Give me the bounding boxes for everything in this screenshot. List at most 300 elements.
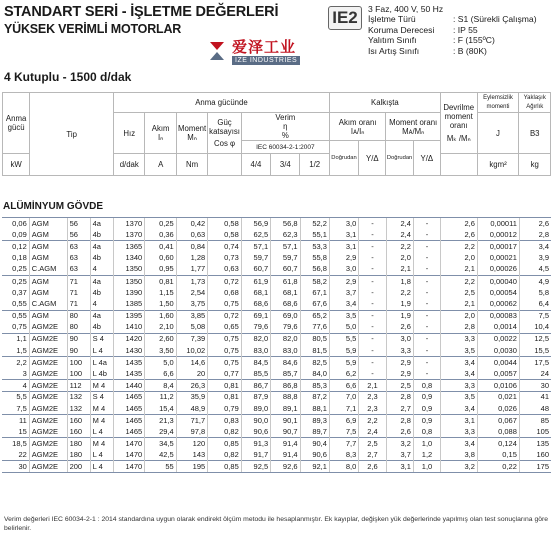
cell-cosphi: 0,85 <box>208 438 242 450</box>
cell-ma-direct: 3,0 <box>386 333 413 345</box>
cell-speed: 1390 <box>113 287 144 299</box>
cell-ma-direct: 2,7 <box>386 403 413 415</box>
cell-speed: 1430 <box>113 345 144 357</box>
hdr-v34: 3/4 <box>271 154 300 176</box>
hdr-akim-label: Akım <box>151 124 170 133</box>
cell-ia-yd: - <box>359 218 386 230</box>
cell-weight: 17,5 <box>519 357 551 369</box>
section-title: ALÜMİNYUM GÖVDE <box>3 201 103 212</box>
cell-weight: 2,8 <box>519 229 551 241</box>
cell-inertia: 0,00026 <box>477 264 519 276</box>
table-row <box>2 333 551 345</box>
cell-build: S 4 <box>90 391 113 403</box>
cell-torque: 0,84 <box>176 241 207 253</box>
cell-inertia: 0,00083 <box>477 310 519 322</box>
cell-ia-direct: 6,2 <box>329 368 358 380</box>
hdr-cos: Cos φ <box>214 139 236 148</box>
hdr-ma-mn: Mᴀ/Mₙ <box>402 126 425 136</box>
cell-type: AGM2E <box>29 426 67 438</box>
cell-build: 4a <box>90 218 113 230</box>
cell-current: 1,60 <box>145 310 176 322</box>
cell-ma-yd: - <box>413 368 440 380</box>
cell-type: AGM <box>29 310 67 322</box>
cell-ma-yd: 1,2 <box>413 449 440 461</box>
cell-cosphi: 0,72 <box>208 275 242 287</box>
cell-ma-yd: - <box>413 299 440 311</box>
table-header <box>2 92 551 176</box>
hdr-unit-mk <box>440 154 477 176</box>
cell-eff-34: 68,6 <box>271 299 300 311</box>
cell-ma-yd: 1,0 <box>413 438 440 450</box>
cell-torque: 3,75 <box>176 299 207 311</box>
cell-frame: 90 <box>67 333 90 345</box>
cell-eff-12: 65,2 <box>300 310 329 322</box>
table-row <box>2 415 551 427</box>
cell-ia-direct: 2,9 <box>329 252 358 264</box>
cell-power: 3 <box>22 368 27 378</box>
cell-speed: 1465 <box>113 415 144 427</box>
cell-ma-yd: 0,9 <box>413 403 440 415</box>
cell-eff-12: 90,4 <box>300 438 329 450</box>
cell-ia-direct: 3,0 <box>329 264 358 276</box>
cell-frame: 160 <box>67 415 90 427</box>
hdr-moment-sym: Mₙ <box>187 133 197 142</box>
cell-weight: 15,5 <box>519 345 551 357</box>
cell-weight: 135 <box>519 438 551 450</box>
cell-type: AGM <box>29 275 67 287</box>
cell-weight: 3,9 <box>519 252 551 264</box>
cell-ia-direct: 6,6 <box>329 380 358 392</box>
cell-ma-direct: 2,5 <box>386 380 413 392</box>
logo-mark-icon <box>206 38 228 64</box>
cell-power: 0,18 <box>12 253 27 263</box>
table-row <box>2 403 551 415</box>
cell-inertia: 0,0106 <box>477 380 519 392</box>
cell-eff-34: 90,7 <box>271 426 300 438</box>
cell-torque: 1,28 <box>176 252 207 264</box>
table-row <box>2 449 551 461</box>
hdr-yd1: Y/Δ <box>359 141 386 176</box>
cell-frame: 112 <box>67 380 90 392</box>
cell-current: 5,0 <box>145 357 176 369</box>
cell-build: 4 <box>90 299 113 311</box>
cell-current: 1,50 <box>145 299 176 311</box>
cell-ma-yd: 1,0 <box>413 461 440 473</box>
spec-row <box>368 35 537 45</box>
cell-mk-mn: 3,3 <box>441 380 478 392</box>
cell-speed: 1410 <box>113 322 144 334</box>
cell-ma-yd: 0,8 <box>413 426 440 438</box>
cell-inertia: 0,22 <box>477 461 519 473</box>
cell-eff-34: 62,3 <box>271 229 300 241</box>
cell-mk-mn: 2,1 <box>441 299 478 311</box>
table-row <box>2 357 551 369</box>
hdr-anma-gucunde: Anma gücünde <box>114 93 330 113</box>
cell-inertia: 0,00054 <box>477 287 519 299</box>
logo-text-en: IZE INDUSTRIES <box>232 56 300 65</box>
cell-ia-direct: 3,7 <box>329 287 358 299</box>
cell-frame: 132 <box>67 403 90 415</box>
cell-ma-yd: - <box>413 357 440 369</box>
cell-power: 0,06 <box>2 218 29 230</box>
cell-mk-mn: 3,1 <box>441 415 478 427</box>
hdr-akim <box>145 113 176 154</box>
cell-eff-12: 89,3 <box>300 415 329 427</box>
hdr-b3: B3 <box>519 113 551 154</box>
cell-type: AGM2E <box>29 461 67 473</box>
cell-ma-yd: - <box>413 333 440 345</box>
cell-build: 4b <box>90 252 113 264</box>
hdr-devrilme-label: Devrilme moment oranı <box>443 103 475 130</box>
spec-value: : B (80K) <box>453 45 487 56</box>
cell-ia-yd: - <box>359 252 386 264</box>
cell-cosphi: 0,83 <box>208 415 242 427</box>
cell-eff-12: 82,5 <box>300 357 329 369</box>
cell-eff-12: 58,2 <box>300 275 329 287</box>
cell-current: 1,15 <box>145 287 176 299</box>
cell-eff-34: 59,7 <box>271 252 300 264</box>
cell-type: AGM2E <box>29 357 67 369</box>
cell-frame: 71 <box>67 299 90 311</box>
cell-ma-yd: - <box>413 287 440 299</box>
cell-mk-mn: 2,0 <box>441 310 478 322</box>
cell-eff-12: 87,2 <box>300 391 329 403</box>
cell-frame: 80 <box>67 322 90 334</box>
cell-build: L 4b <box>90 368 113 380</box>
table-row <box>2 287 551 299</box>
cell-mk-mn: 3,8 <box>441 449 478 461</box>
cell-ia-direct: 5,9 <box>329 345 358 357</box>
cell-torque: 195 <box>176 461 207 473</box>
cell-ma-direct: 2,6 <box>386 322 413 334</box>
cell-eff-34: 61,8 <box>271 275 300 287</box>
cell-inertia: 0,088 <box>477 426 519 438</box>
cell-build: L 4 <box>90 426 113 438</box>
cell-power: 0,12 <box>2 241 29 253</box>
cell-eff-34: 83,0 <box>271 345 300 357</box>
cell-eff-34: 91,4 <box>271 438 300 450</box>
cell-weight: 24 <box>519 368 551 380</box>
cell-ia-yd: - <box>359 310 386 322</box>
cell-torque: 71,7 <box>176 415 207 427</box>
cell-frame: 71 <box>67 287 90 299</box>
cell-cosphi: 0,81 <box>208 391 242 403</box>
cell-ia-direct: 3,1 <box>329 241 358 253</box>
cell-ma-direct: 2,9 <box>386 357 413 369</box>
cell-cosphi: 0,82 <box>208 426 242 438</box>
cell-power: 15 <box>18 426 27 436</box>
cell-power: 4 <box>2 380 29 392</box>
hdr-devrilme <box>440 93 477 154</box>
cell-current: 0,36 <box>145 229 176 241</box>
cell-ia-yd: - <box>359 345 386 357</box>
cell-torque: 7,39 <box>176 333 207 345</box>
cell-power: 0,75 <box>12 322 27 332</box>
table-row <box>2 275 551 287</box>
cell-ia-direct: 5,9 <box>329 357 358 369</box>
cell-ia-direct: 8,0 <box>329 461 358 473</box>
cell-ia-yd: - <box>359 264 386 276</box>
hdr-dogrudan2: Doğrudan <box>386 141 413 176</box>
cell-current: 2,60 <box>145 333 176 345</box>
cell-eff-44: 79,6 <box>241 322 270 334</box>
cell-ia-yd: - <box>359 368 386 380</box>
cell-weight: 41 <box>519 391 551 403</box>
cell-eff-34: 82,0 <box>271 333 300 345</box>
cell-ma-yd: 0,9 <box>413 391 440 403</box>
hdr-unit-kg: kg <box>519 154 551 176</box>
cell-weight: 7,5 <box>519 310 551 322</box>
cell-torque: 3,85 <box>176 310 207 322</box>
cell-eff-12: 55,8 <box>300 252 329 264</box>
cell-speed: 1465 <box>113 403 144 415</box>
cell-ia-yd: - <box>359 275 386 287</box>
cell-weight: 6,4 <box>519 299 551 311</box>
cell-type: AGM2E <box>29 345 67 357</box>
cell-type: AGM <box>29 241 67 253</box>
cell-speed: 1435 <box>113 357 144 369</box>
cell-speed: 1470 <box>113 438 144 450</box>
hdr-pct: % <box>281 131 289 140</box>
cell-build: L 4 <box>90 449 113 461</box>
cell-power: 18,5 <box>2 438 29 450</box>
footnote: Verim değerleri IEC 60034-2-1 : 2014 standardına uygun olarak endirekt ölçüm metodu ile hesaplanmıştır. Ek kayıplar, değişken yük değerlerinde yapılmış olan test sonuçlarına göre belirlenir. <box>4 516 549 532</box>
cell-mk-mn: 2,2 <box>441 241 478 253</box>
cell-build: M 4 <box>90 438 113 450</box>
cell-ma-yd: - <box>413 310 440 322</box>
hdr-unit-cos <box>208 154 242 176</box>
cell-eff-34: 91,4 <box>271 449 300 461</box>
cell-speed: 1370 <box>113 229 144 241</box>
company-logo <box>206 36 316 70</box>
cell-frame: 56 <box>67 229 90 241</box>
cell-frame: 200 <box>67 461 90 473</box>
cell-type: AGM2E <box>29 449 67 461</box>
cell-ma-yd: - <box>413 218 440 230</box>
cell-weight: 30 <box>519 380 551 392</box>
cell-mk-mn: 3,4 <box>441 368 478 380</box>
cell-weight: 4,9 <box>519 275 551 287</box>
cell-type: AGM2E <box>29 438 67 450</box>
spec-block <box>368 4 537 56</box>
hdr-unit-kw: kW <box>3 154 30 176</box>
cell-power: 5,5 <box>2 391 29 403</box>
hdr-iec: IEC 60034-2-1:2007 <box>241 141 329 154</box>
cell-mk-mn: 3,4 <box>441 357 478 369</box>
hdr-moment <box>176 113 207 154</box>
cell-cosphi: 0,72 <box>208 310 242 322</box>
cell-type: C.AGM <box>29 299 67 311</box>
cell-type: AGM2E <box>29 322 67 334</box>
cell-weight: 4,5 <box>519 264 551 276</box>
cell-current: 8,4 <box>145 380 176 392</box>
cell-torque: 35,9 <box>176 391 207 403</box>
cell-type: AGM <box>29 287 67 299</box>
cell-inertia: 0,15 <box>477 449 519 461</box>
spec-key: İşletme Türü <box>368 14 416 25</box>
cell-ia-yd: - <box>359 299 386 311</box>
table-row <box>2 368 551 380</box>
cell-ia-direct: 8,3 <box>329 449 358 461</box>
cell-cosphi: 0,82 <box>208 449 242 461</box>
hdr-moment-label: Moment <box>178 124 207 133</box>
cell-eff-44: 57,1 <box>241 241 270 253</box>
cell-mk-mn: 3,2 <box>441 461 478 473</box>
cell-ia-yd: 2,3 <box>359 391 386 403</box>
hdr-hiz: Hız <box>114 113 145 154</box>
cell-current: 2,10 <box>145 322 176 334</box>
cell-ia-yd: 2,3 <box>359 403 386 415</box>
table-row <box>2 391 551 403</box>
cell-power: 1,5 <box>16 345 27 355</box>
cell-power: 0,25 <box>12 264 27 274</box>
cell-eff-12: 77,6 <box>300 322 329 334</box>
cell-frame: 180 <box>67 449 90 461</box>
cell-inertia: 0,00040 <box>477 275 519 287</box>
cell-speed: 1420 <box>113 333 144 345</box>
cell-eff-44: 61,9 <box>241 275 270 287</box>
cell-torque: 26,3 <box>176 380 207 392</box>
cell-mk-mn: 2,6 <box>441 218 478 230</box>
cell-ia-direct: 3,4 <box>329 299 358 311</box>
cell-ma-direct: 2,0 <box>386 252 413 264</box>
cell-mk-mn: 3,5 <box>441 345 478 357</box>
cell-build: 4b <box>90 322 113 334</box>
cell-eff-12: 53,3 <box>300 241 329 253</box>
spec-value: : S1 (Sürekli Çalışma) <box>453 14 537 25</box>
cell-current: 21,3 <box>145 415 176 427</box>
hdr-verim <box>241 113 329 141</box>
cell-eff-44: 91,7 <box>241 449 270 461</box>
cell-eff-34: 68,1 <box>271 287 300 299</box>
cell-eff-12: 67,1 <box>300 287 329 299</box>
cell-frame: 100 <box>67 357 90 369</box>
cell-eff-12: 55,1 <box>300 229 329 241</box>
cell-cosphi: 0,79 <box>208 403 242 415</box>
hdr-moment-orani-label: Moment oranı <box>389 117 438 127</box>
table-row <box>2 345 551 357</box>
table-row <box>2 241 551 253</box>
hdr-unit-a: A <box>145 154 176 176</box>
cell-ma-direct: 2,8 <box>386 391 413 403</box>
cell-speed: 1370 <box>113 218 144 230</box>
cell-eff-44: 89,0 <box>241 403 270 415</box>
cell-mk-mn: 3,4 <box>441 403 478 415</box>
cell-current: 11,2 <box>145 391 176 403</box>
cell-eff-34: 84,6 <box>271 357 300 369</box>
hdr-mk-mn: Mₖ /Mₙ <box>446 134 471 143</box>
cell-power: 11 <box>2 415 29 427</box>
cell-frame: 71 <box>67 275 90 287</box>
table-row <box>2 438 551 450</box>
cell-power: 0,55 <box>2 310 29 322</box>
cell-speed: 1465 <box>113 391 144 403</box>
cell-build: 4b <box>90 287 113 299</box>
cell-ma-direct: 2,9 <box>386 368 413 380</box>
cell-weight: 3,4 <box>519 241 551 253</box>
cell-cosphi: 0,75 <box>208 357 242 369</box>
cell-ia-yd: 2,5 <box>359 438 386 450</box>
cell-eff-12: 90,6 <box>300 449 329 461</box>
cell-ma-direct: 2,2 <box>386 287 413 299</box>
table-row <box>2 426 551 438</box>
cell-speed: 1395 <box>113 310 144 322</box>
cell-eff-12: 52,2 <box>300 218 329 230</box>
cell-weight: 5,8 <box>519 287 551 299</box>
hdr-tip: Tip <box>30 93 114 176</box>
cell-mk-mn: 3,5 <box>441 391 478 403</box>
cell-eff-44: 59,7 <box>241 252 270 264</box>
cell-ia-direct: 7,5 <box>329 426 358 438</box>
cell-ma-direct: 3,1 <box>386 461 413 473</box>
cell-ia-yd: 2,6 <box>359 461 386 473</box>
cell-build: M 4 <box>90 415 113 427</box>
cell-cosphi: 0,73 <box>208 252 242 264</box>
cell-weight: 175 <box>519 461 551 473</box>
cell-mk-mn: 2,0 <box>441 252 478 264</box>
cell-ma-yd: - <box>413 275 440 287</box>
cell-frame: 80 <box>67 310 90 322</box>
hdr-eylemsizlik: Eylemsizlik momenti <box>477 93 519 113</box>
cell-ma-yd: - <box>413 345 440 357</box>
table-row <box>2 264 551 276</box>
cell-eff-44: 86,7 <box>241 380 270 392</box>
cell-inertia: 0,0057 <box>477 368 519 380</box>
hdr-ia-in: Iᴀ/Iₙ <box>350 126 365 136</box>
table-row <box>2 322 551 334</box>
cell-torque: 143 <box>176 449 207 461</box>
cell-torque: 120 <box>176 438 207 450</box>
cell-current: 15,4 <box>145 403 176 415</box>
cell-weight: 10,4 <box>519 322 551 334</box>
cell-ma-yd: - <box>413 252 440 264</box>
cell-ia-yd: - <box>359 287 386 299</box>
cell-power: 1,1 <box>2 333 29 345</box>
cell-build: M 4 <box>90 403 113 415</box>
cell-ma-yd: 0,9 <box>413 415 440 427</box>
spec-value: : IP 55 <box>453 24 478 35</box>
cell-eff-44: 69,1 <box>241 310 270 322</box>
cell-mk-mn: 2,5 <box>441 287 478 299</box>
cell-eff-34: 56,8 <box>271 218 300 230</box>
cell-type: AGM2E <box>29 391 67 403</box>
cell-weight: 12,5 <box>519 333 551 345</box>
cell-ma-direct: 3,7 <box>386 449 413 461</box>
cell-ma-direct: 1,9 <box>386 299 413 311</box>
cell-ma-yd: 0,8 <box>413 380 440 392</box>
cell-ia-direct: 3,5 <box>329 310 358 322</box>
cell-power: 0,55 <box>12 299 27 309</box>
hdr-akim-orani <box>329 113 386 141</box>
cell-frame: 132 <box>67 391 90 403</box>
cell-current: 0,95 <box>145 264 176 276</box>
cell-eff-44: 90,0 <box>241 415 270 427</box>
spec-key: Yalıtım Sınıfı <box>368 35 417 46</box>
cell-eff-44: 83,0 <box>241 345 270 357</box>
cell-frame: 100 <box>67 368 90 380</box>
cell-eff-44: 92,5 <box>241 461 270 473</box>
cell-weight: 2,6 <box>519 218 551 230</box>
cell-cosphi: 0,58 <box>208 218 242 230</box>
cell-current: 34,5 <box>145 438 176 450</box>
cell-type: AGM2E <box>29 380 67 392</box>
hdr-anma-gucu: Anma gücü <box>3 93 30 154</box>
cell-torque: 0,63 <box>176 229 207 241</box>
cell-ia-yd: 2,1 <box>359 380 386 392</box>
cell-ia-yd: - <box>359 357 386 369</box>
cell-type: AGM <box>29 229 67 241</box>
cell-ia-yd: 2,7 <box>359 449 386 461</box>
